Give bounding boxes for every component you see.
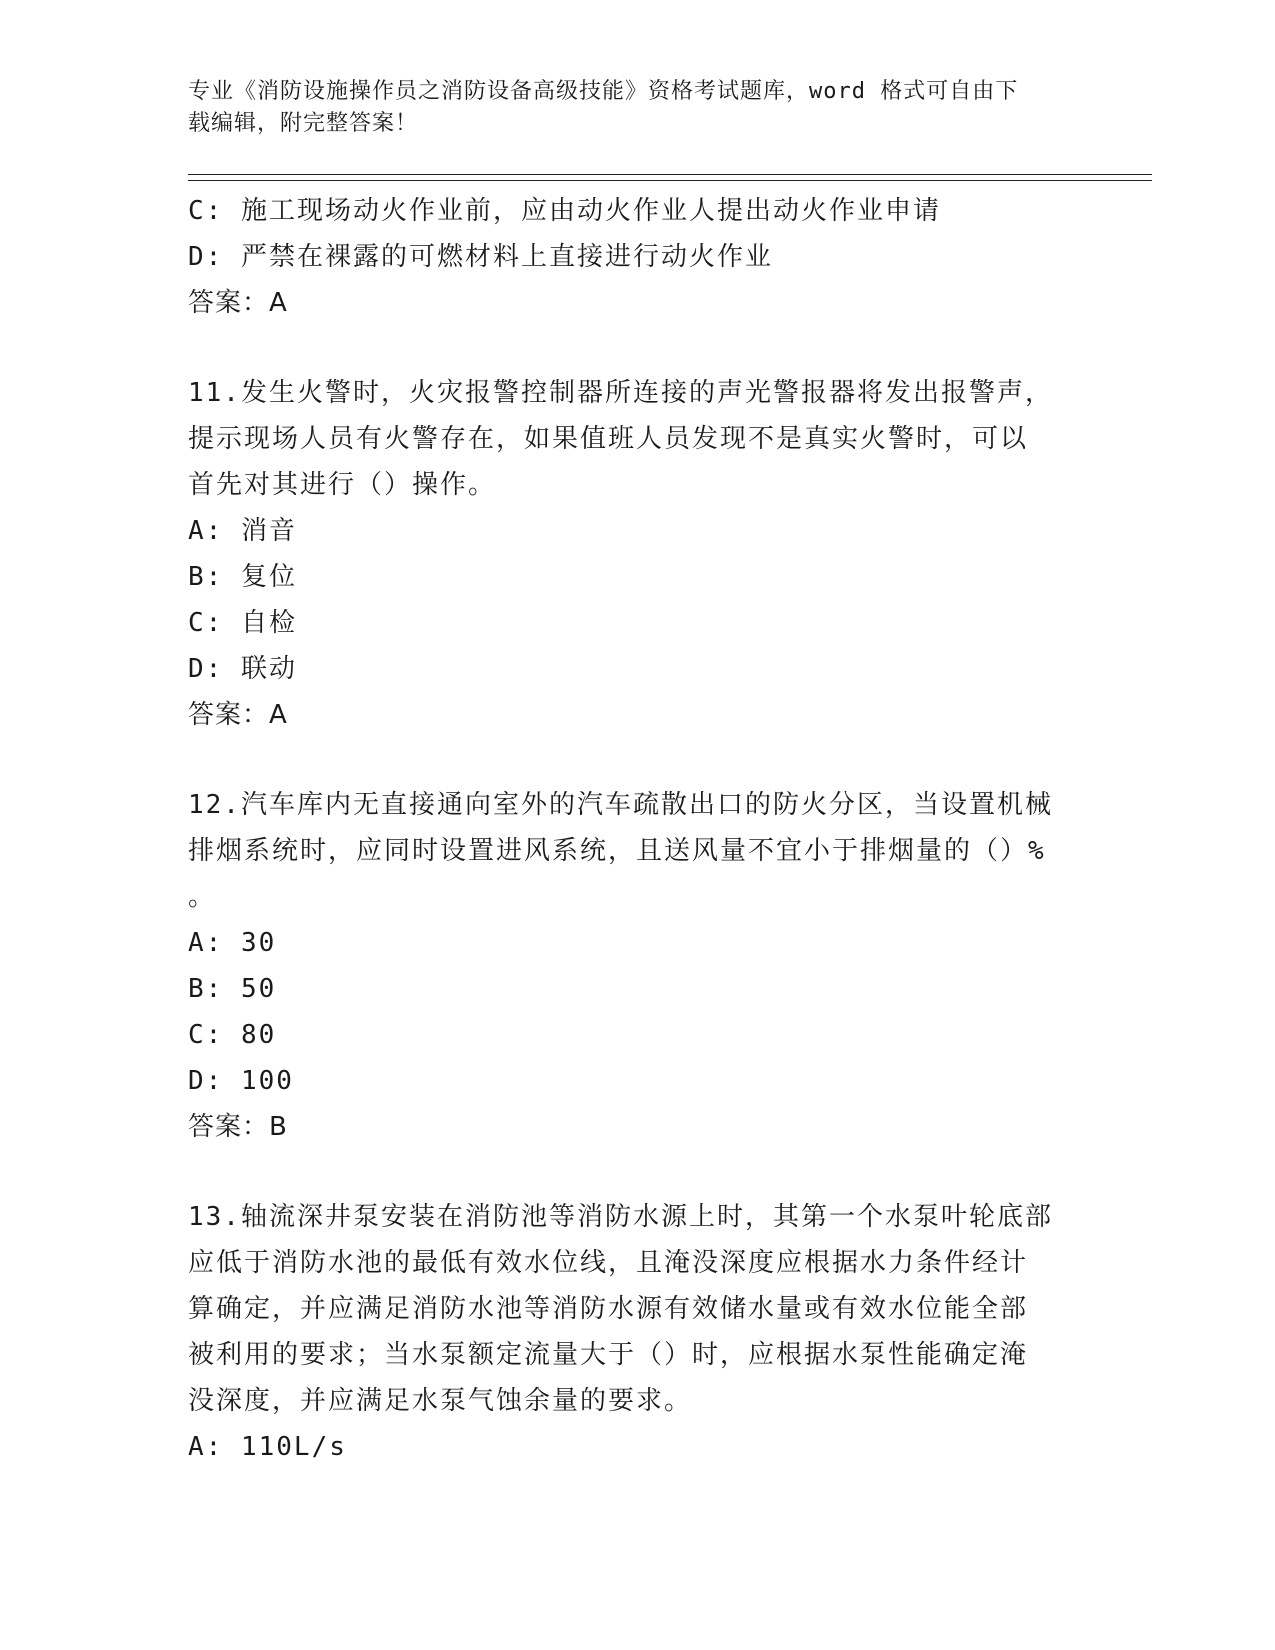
option-c: C: 自检 xyxy=(188,608,297,638)
option-c: C: 施工现场动火作业前，应由动火作业人提出动火作业申请 xyxy=(188,196,941,226)
answer-line: 答案：A xyxy=(188,288,288,318)
header-line-1: 专业《消防设施操作员之消防设备高级技能》资格考试题库，word 格式可自由下 xyxy=(188,79,1019,104)
answer-line: 答案：B xyxy=(188,1112,288,1142)
stem-line: 12.汽车库内无直接通向室外的汽车疏散出口的防火分区，当设置机械 xyxy=(188,790,1053,820)
stem-line: 11.发生火警时，火灾报警控制器所连接的声光警报器将发出报警声， xyxy=(188,378,1053,408)
question-11 xyxy=(188,370,1088,738)
stem-line: 13.轴流深井泵安装在消防池等消防水源上时，其第一个水泵叶轮底部 xyxy=(188,1202,1053,1232)
option-c: C: 80 xyxy=(188,1020,277,1050)
stem-line: 排烟系统时，应同时设置进风系统，且送风量不宜小于排烟量的（）% xyxy=(188,836,1046,866)
stem-line: 应低于消防水池的最低有效水位线，且淹没深度应根据水力条件经计 xyxy=(188,1248,1029,1278)
spacer xyxy=(188,738,1088,782)
question-10-tail xyxy=(188,188,1088,326)
question-stem xyxy=(188,370,1088,508)
option-a: A: 30 xyxy=(188,928,277,958)
question-content xyxy=(188,188,1088,1470)
option-b: B: 复位 xyxy=(188,562,297,592)
header-rule-top xyxy=(188,174,1152,175)
header-rule-bottom xyxy=(188,180,1152,181)
stem-line: 提示现场人员有火警存在，如果值班人员发现不是真实火警时，可以 xyxy=(188,424,1029,454)
answer-line: 答案：A xyxy=(188,700,288,730)
option-d: D: 100 xyxy=(188,1066,294,1096)
option-a: A: 110L/s xyxy=(188,1432,347,1462)
question-stem xyxy=(188,1194,1088,1424)
stem-line: 算确定，并应满足消防水池等消防水源有效储水量或有效水位能全部 xyxy=(188,1294,1029,1324)
page-header xyxy=(188,76,1088,140)
question-stem xyxy=(188,782,1088,920)
option-d: D: 联动 xyxy=(188,654,297,684)
option-b: B: 50 xyxy=(188,974,277,1004)
question-13 xyxy=(188,1194,1088,1470)
option-d: D: 严禁在裸露的可燃材料上直接进行动火作业 xyxy=(188,242,773,272)
stem-line: 。 xyxy=(188,882,217,912)
question-12 xyxy=(188,782,1088,1150)
stem-line: 没深度，并应满足水泵气蚀余量的要求。 xyxy=(188,1386,693,1416)
spacer xyxy=(188,1150,1088,1194)
option-a: A: 消音 xyxy=(188,516,297,546)
header-line-2: 载编辑，附完整答案！ xyxy=(188,111,419,136)
stem-line: 被利用的要求；当水泵额定流量大于（）时，应根据水泵性能确定淹 xyxy=(188,1340,1029,1370)
stem-line: 首先对其进行（）操作。 xyxy=(188,470,497,500)
spacer xyxy=(188,326,1088,370)
